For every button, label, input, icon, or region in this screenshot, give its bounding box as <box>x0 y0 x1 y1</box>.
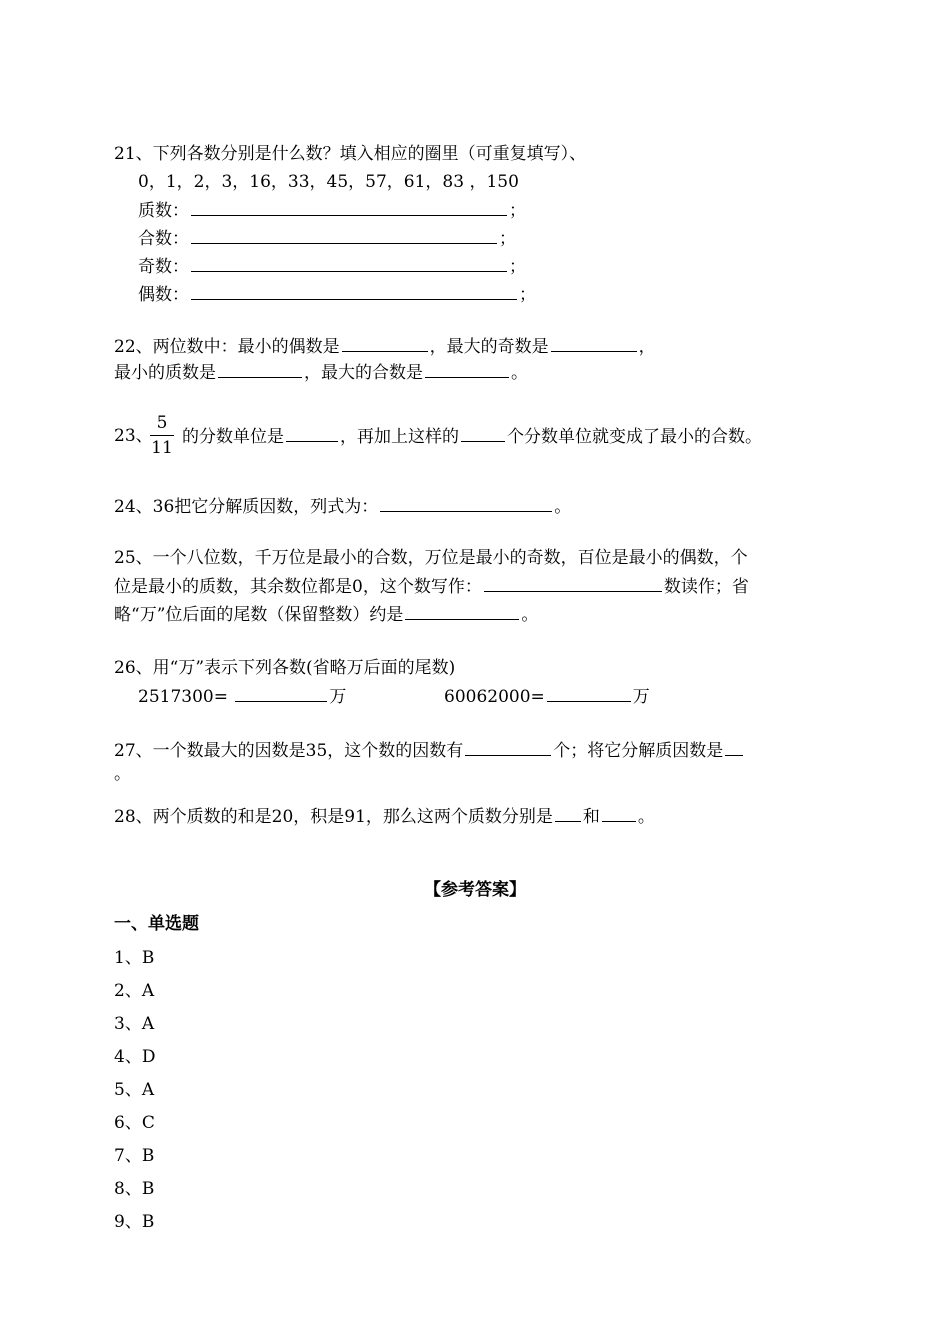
q27-text-b: 个；将它分解质因数是 <box>553 741 724 761</box>
q21-prime-blank[interactable] <box>191 198 507 216</box>
q25-text-c: 略“万”位后面的尾数（保留整数）约是 <box>114 605 404 625</box>
q27-blank-count[interactable] <box>465 738 551 756</box>
q21-composite-label: 合数： <box>138 229 189 249</box>
q21-odd-row <box>138 254 526 279</box>
q23-numerator: 5 <box>156 413 168 433</box>
q22-line1 <box>114 334 656 359</box>
q25-text-a: 位是最小的质数，其余数位都是0，这个数写作： <box>114 577 482 597</box>
q25-line2 <box>114 574 749 599</box>
answers-heading: 【参考答案】 <box>424 880 526 900</box>
q21-composite-blank[interactable] <box>191 226 497 244</box>
q21-prime-end: ； <box>509 201 526 221</box>
q21-even-end: ； <box>519 285 536 305</box>
q22-blank-max-composite[interactable] <box>425 360 509 378</box>
q25-blank-approx[interactable] <box>405 602 519 620</box>
q26-unit-a: 万 <box>329 687 347 707</box>
q22-blank-min-even[interactable] <box>342 334 428 352</box>
q23-text-b: ，再加上这样的 <box>340 427 459 447</box>
q22-text-a: 22、两位数中：最小的偶数是 <box>114 337 340 357</box>
q25-line1: 25、一个八位数，千万位是最小的合数，万位是最小的奇数，百位是最小的偶数，个 <box>114 548 748 568</box>
answer-item: 2、A <box>114 981 155 1001</box>
answer-item: 3、A <box>114 1014 155 1034</box>
q26-text-b: 60062000= <box>444 687 545 707</box>
answer-item: 8、B <box>114 1179 155 1199</box>
q22-text-d: 最小的质数是 <box>114 363 216 383</box>
q22-text-b: ，最大的奇数是 <box>429 337 549 357</box>
q28-line <box>114 804 655 829</box>
q23-text <box>182 424 762 449</box>
q25-text-b: 数读作；省 <box>663 577 749 597</box>
q23-text-c: 个分数单位就变成了最小的合数。 <box>507 427 762 447</box>
q22-blank-min-prime[interactable] <box>218 360 302 378</box>
q22-text-c: ， <box>638 337 656 357</box>
q24-text-b: 。 <box>554 497 572 517</box>
q23-blank-count[interactable] <box>461 424 505 442</box>
q28-blank-a[interactable] <box>555 804 581 822</box>
q28-blank-b[interactable] <box>602 804 636 822</box>
answer-item: 9、B <box>114 1212 155 1232</box>
q27-blank-factor[interactable] <box>725 738 743 756</box>
q21-odd-label: 奇数： <box>138 257 189 277</box>
q23-number: 23、 <box>114 426 153 446</box>
answers-section-title: 一、单选题 <box>114 914 199 934</box>
q24-blank[interactable] <box>380 494 552 512</box>
q21-even-label: 偶数： <box>138 285 189 305</box>
q23-fraction <box>150 413 174 458</box>
q22-text-f: 。 <box>511 363 528 383</box>
q26-unit-b: 万 <box>632 687 650 707</box>
q21-composite-row <box>138 226 516 251</box>
q21-odd-blank[interactable] <box>191 254 507 272</box>
q26-item-b <box>444 684 650 709</box>
q22-line2 <box>114 360 528 385</box>
q26-blank-a[interactable] <box>235 684 327 702</box>
answer-item: 1、B <box>114 948 155 968</box>
q21-even-row <box>138 282 536 307</box>
q21-even-blank[interactable] <box>191 282 517 300</box>
q28-text-b: 和 <box>582 807 600 827</box>
q24-text-a: 24、36把它分解质因数，列式为： <box>114 497 379 517</box>
q22-text-e: ，最大的合数是 <box>304 363 423 383</box>
q21-title: 21、下列各数分别是什么数？填入相应的圈里（可重复填写）、 <box>114 144 587 164</box>
q22-blank-max-odd[interactable] <box>551 334 637 352</box>
q27-text-a: 27、一个数最大的因数是35，这个数的因数有 <box>114 741 464 761</box>
q21-numbers: 0，1，2，3，16，33，45，57，61，83 ，150 <box>138 172 519 192</box>
answer-item: 5、A <box>114 1080 155 1100</box>
q27-line2: 。 <box>114 764 131 784</box>
q25-blank-written[interactable] <box>484 574 662 592</box>
q23-blank-unit[interactable] <box>286 424 338 442</box>
q26-item-a <box>138 684 346 709</box>
answer-item: 6、C <box>114 1113 155 1133</box>
q21-prime-label: 质数： <box>138 201 189 221</box>
q27-line1 <box>114 738 745 763</box>
q25-text-d: 。 <box>521 605 539 625</box>
answer-item: 4、D <box>114 1047 156 1067</box>
fraction-bar <box>150 435 174 436</box>
q21-prime-row <box>138 198 526 223</box>
q21-composite-end: ； <box>499 229 516 249</box>
q23-denominator: 11 <box>151 438 173 458</box>
answer-item: 7、B <box>114 1146 155 1166</box>
q23-text-a: 的分数单位是 <box>182 427 284 447</box>
q26-title: 26、用“万”表示下列各数(省略万后面的尾数) <box>114 658 456 678</box>
q26-blank-b[interactable] <box>547 684 631 702</box>
q26-text-a: 2517300= <box>138 687 228 707</box>
q28-text-a: 28、两个质数的和是20，积是91，那么这两个质数分别是 <box>114 807 553 827</box>
q28-text-c: 。 <box>637 807 655 827</box>
q21-odd-end: ； <box>509 257 526 277</box>
q24-line <box>114 494 571 519</box>
q25-line3 <box>114 602 538 627</box>
